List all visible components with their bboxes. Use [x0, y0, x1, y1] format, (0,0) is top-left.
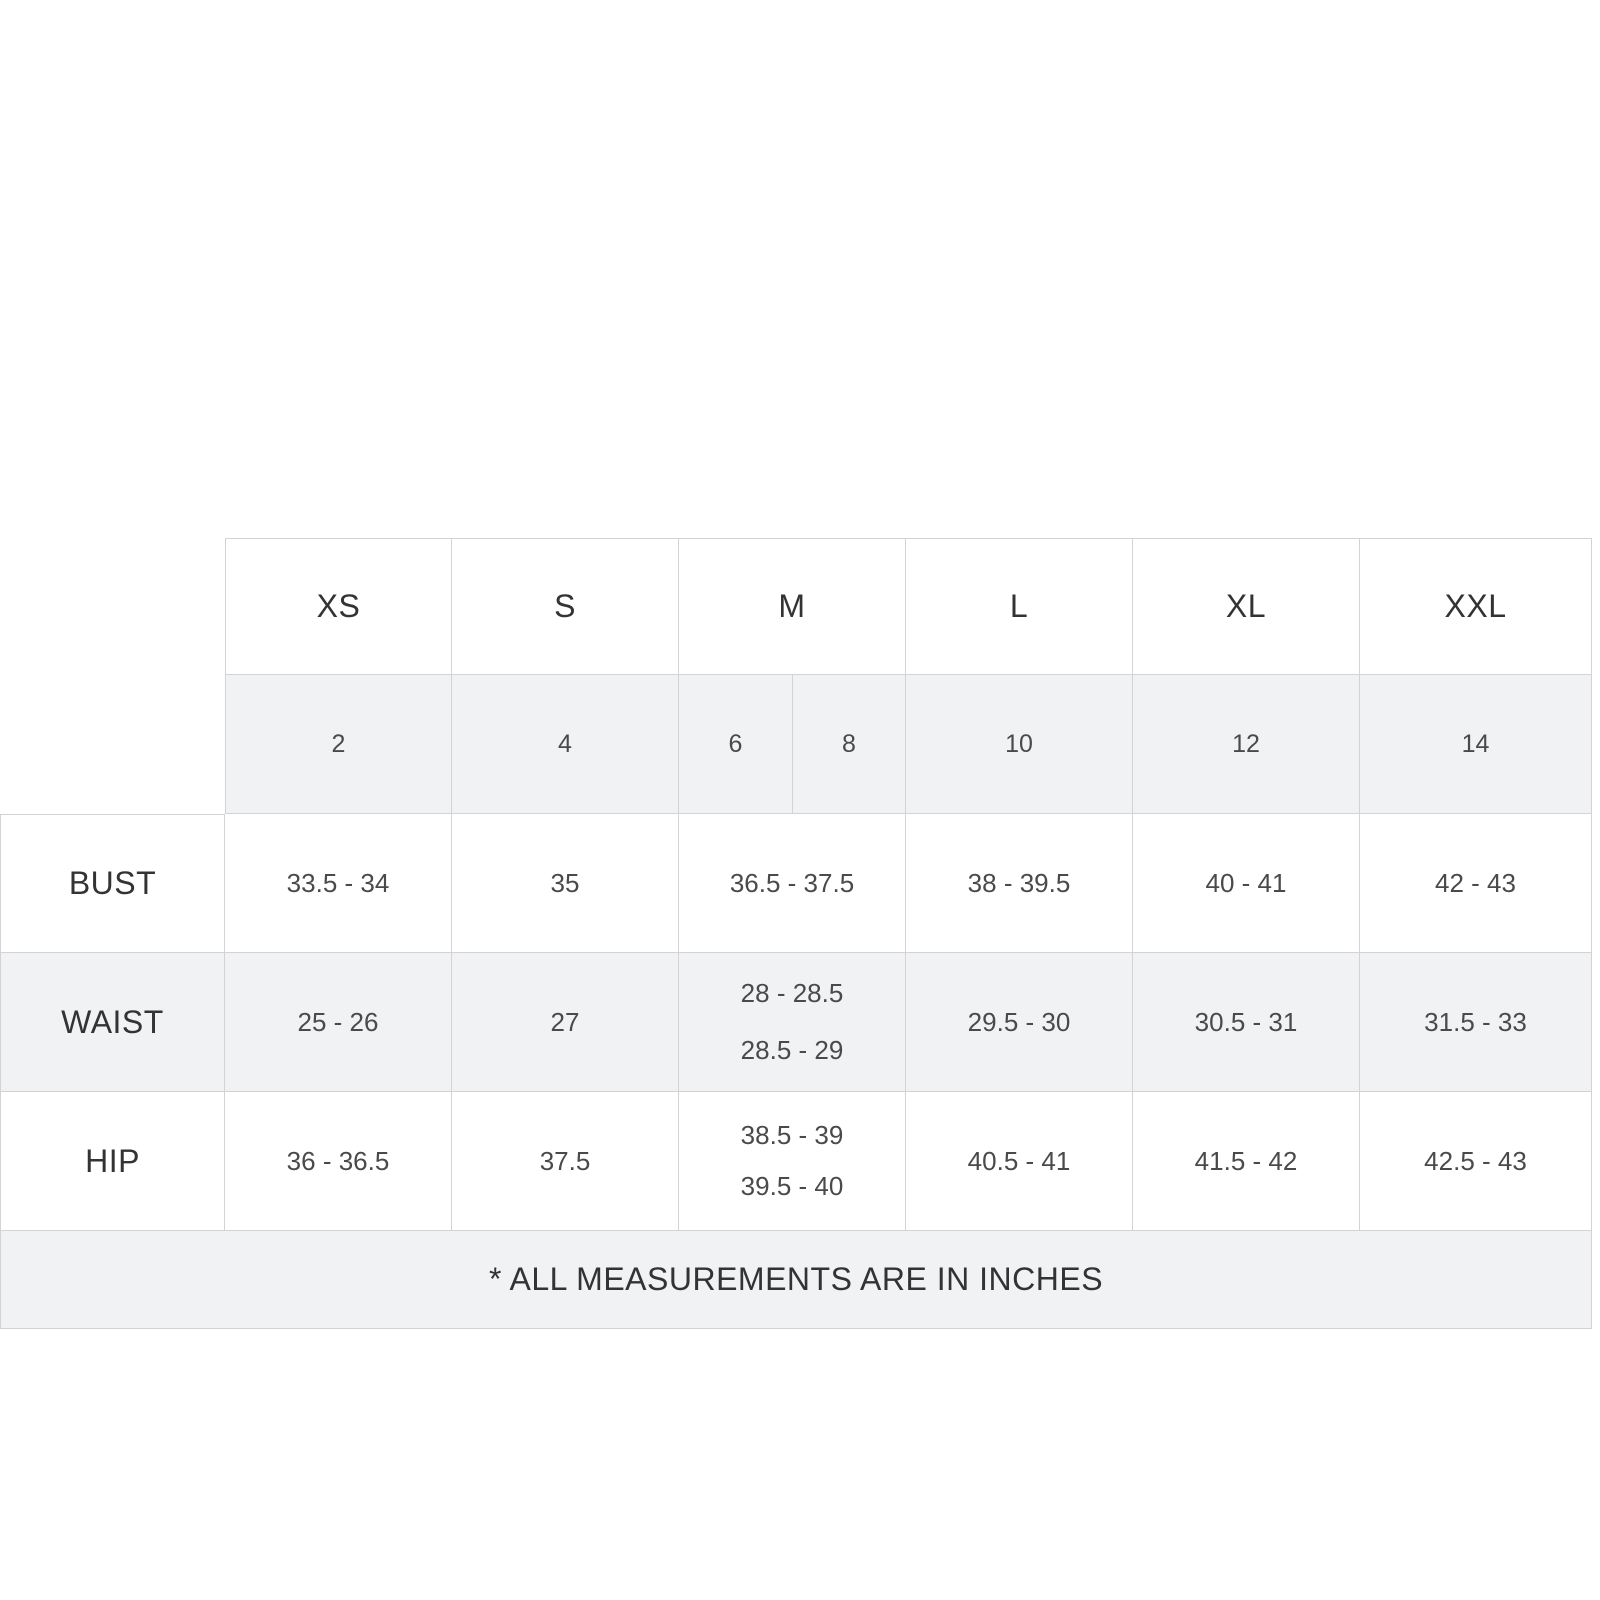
hip-m-values: [741, 1120, 844, 1202]
measurement-value: 33.5 - 34: [286, 867, 390, 898]
measurement-value: 38.5 - 39: [740, 1120, 844, 1150]
measurement-value: 35: [550, 867, 580, 898]
measurement-value: 28.5 - 29: [740, 1035, 844, 1065]
size-label: XL: [1225, 588, 1267, 624]
measurement-value: 28 - 28.5: [740, 978, 844, 1008]
size-chart-table: [0, 538, 1592, 1329]
numeric-size-label: 12: [1232, 729, 1260, 758]
measurement-note: [0, 1231, 1592, 1329]
row-label: WAIST: [61, 1003, 164, 1040]
measurement-value: 30.5 - 31: [1194, 1006, 1298, 1037]
size-label: XS: [316, 588, 361, 624]
row-label-hip: [0, 1092, 225, 1231]
measurement-value: 41.5 - 42: [1194, 1145, 1298, 1176]
hip-xs: [225, 1092, 452, 1231]
bust-xxl: [1360, 814, 1592, 953]
bust-l: [906, 814, 1133, 953]
size-label: S: [554, 588, 576, 624]
row-label-bust: [0, 814, 225, 953]
size-header-s: [452, 538, 679, 675]
size-label: M: [778, 588, 806, 624]
bust-s: [452, 814, 679, 953]
hip-m: [679, 1092, 906, 1231]
waist-s: [452, 953, 679, 1092]
note-text: * ALL MEASUREMENTS ARE IN INCHES: [488, 1261, 1104, 1297]
measurement-value: 40.5 - 41: [967, 1145, 1071, 1176]
numeric-size-xl: [1133, 675, 1360, 814]
waist-xs: [225, 953, 452, 1092]
measurement-value: 37.5: [539, 1145, 591, 1176]
numeric-size-s: [452, 675, 679, 814]
hip-s: [452, 1092, 679, 1231]
numeric-size-label: 2: [331, 729, 346, 758]
measurement-value: 42.5 - 43: [1424, 1145, 1527, 1176]
row-label: HIP: [85, 1142, 140, 1179]
numeric-size-xxl: [1360, 675, 1592, 814]
hip-l: [906, 1092, 1133, 1231]
waist-xxl: [1360, 953, 1592, 1092]
row-label-waist: [0, 953, 225, 1092]
size-header-xs: [225, 538, 452, 675]
bust-xs: [225, 814, 452, 953]
size-header-l: [906, 538, 1133, 675]
waist-m-values: [741, 978, 844, 1066]
numeric-size-label: 10: [1005, 729, 1033, 758]
numeric-size-label: 14: [1461, 729, 1490, 758]
numeric-size-l: [906, 675, 1133, 814]
measurement-value: 38 - 39.5: [967, 867, 1071, 898]
measurement-value: 29.5 - 30: [967, 1006, 1071, 1037]
waist-l: [906, 953, 1133, 1092]
numeric-size-m-b: [793, 675, 906, 814]
numeric-size-label: 4: [558, 729, 572, 758]
bust-xl: [1133, 814, 1360, 953]
hip-xxl: [1360, 1092, 1592, 1231]
measurement-value: 31.5 - 33: [1424, 1006, 1527, 1037]
measurement-value: 39.5 - 40: [740, 1171, 844, 1201]
waist-xl: [1133, 953, 1360, 1092]
bust-m: [679, 814, 906, 953]
numeric-size-label: 6: [728, 729, 743, 758]
size-header-m: [679, 538, 906, 675]
size-label: L: [1009, 588, 1029, 624]
measurement-value: 36 - 36.5: [286, 1145, 390, 1176]
row-label: BUST: [68, 865, 157, 901]
hip-xl: [1133, 1092, 1360, 1231]
measurement-value: 42 - 43: [1435, 867, 1516, 898]
numeric-size-m-a: [679, 675, 793, 814]
waist-m: [679, 953, 906, 1092]
numeric-size-label: 8: [842, 729, 856, 758]
measurement-value: 27: [550, 1006, 580, 1037]
measurement-value: 40 - 41: [1205, 867, 1287, 898]
numeric-size-xs: [225, 675, 452, 814]
measurement-value: 25 - 26: [297, 1006, 379, 1037]
measurement-value: 36.5 - 37.5: [729, 867, 855, 898]
size-header-xl: [1133, 538, 1360, 675]
size-header-xxl: [1360, 538, 1592, 675]
size-label: XXL: [1444, 588, 1507, 624]
